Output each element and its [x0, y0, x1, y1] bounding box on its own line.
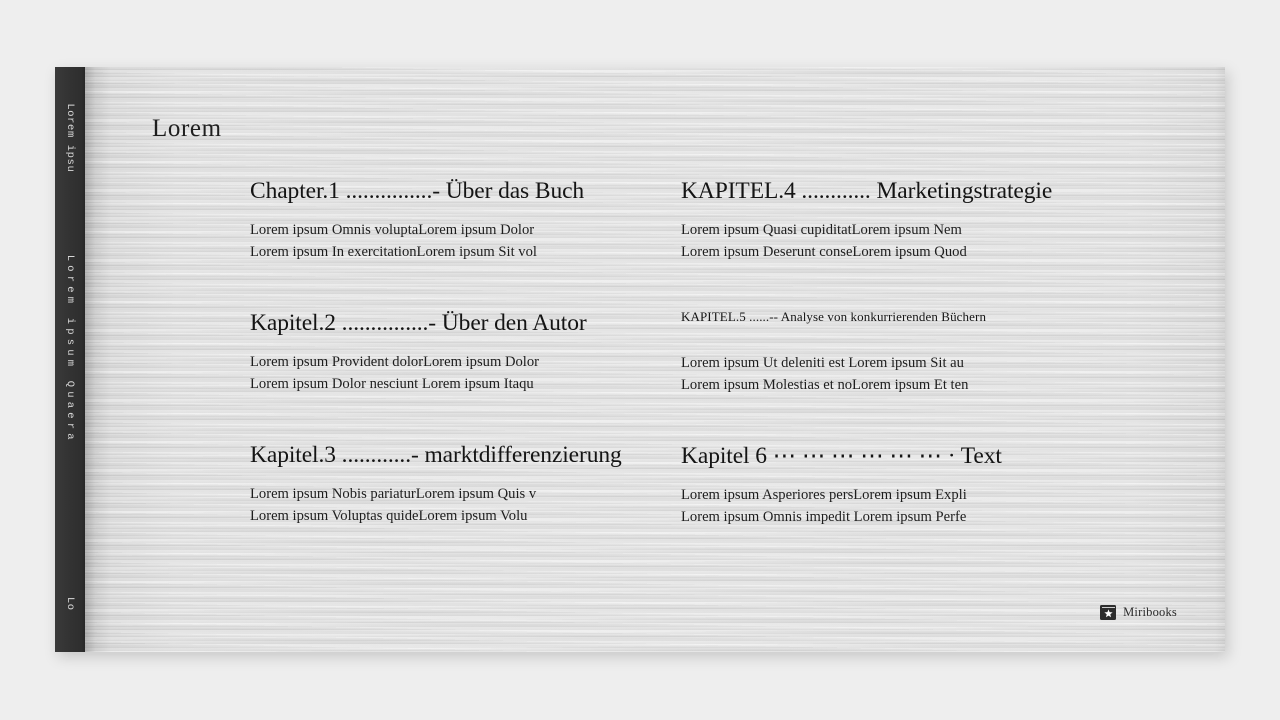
toc-entry-body-line: Lorem ipsum Omnis voluptaLorem ipsum Dolor: [250, 221, 535, 238]
toc-entry-body-line: Lorem ipsum Dolor nesciunt Lorem ipsum Itaqu: [250, 375, 534, 392]
toc-column-left: [85, 177, 655, 528]
toc-entry-heading: Kapitel.3 ............- marktdifferenzierung: [250, 442, 622, 468]
toc-entry: [681, 177, 1213, 263]
toc-entry: [681, 442, 1213, 528]
toc-entry-body-line: Lorem ipsum In exercitationLorem ipsum Sit vol: [250, 243, 537, 260]
toc-column-right: [655, 177, 1225, 528]
toc-entry-body-line: Lorem ipsum Molestias et noLorem ipsum Et ten: [681, 377, 969, 394]
toc-entry-body: [250, 351, 643, 395]
toc-entry: [250, 177, 643, 263]
toc-entry-heading: KAPITEL.5 ......-- Analyse von konkurrierenden Büchern: [681, 309, 987, 324]
book-star-icon: [1100, 605, 1116, 620]
book-spread: [55, 67, 1225, 652]
toc-entry-body: [681, 219, 1213, 263]
toc-entry-body-line: Lorem ipsum Asperiores persLorem ipsum Expli: [681, 486, 967, 503]
toc-entry-body-line: Lorem ipsum Ut deleniti est Lorem ipsum Sit au: [681, 354, 964, 371]
book-spine: [55, 67, 85, 652]
book-page: [85, 67, 1225, 652]
toc-entry-body-line: Lorem ipsum Omnis impedit Lorem ipsum Perfe: [681, 509, 967, 526]
toc-entry-heading: Chapter.1 ...............- Über das Buch: [250, 178, 585, 204]
toc-entry-body-line: Lorem ipsum Deserunt conseLorem ipsum Quod: [681, 243, 967, 260]
toc-entry-body-line: Lorem ipsum Nobis pariaturLorem ipsum Quis v: [250, 485, 537, 502]
toc-entry-body: [681, 484, 1213, 528]
page-title: Lorem: [152, 115, 222, 142]
toc-entry-body-line: Lorem ipsum Voluptas quideLorem ipsum Volu: [250, 507, 528, 524]
spine-label-bottom: Lo: [64, 596, 76, 611]
toc-entry: [250, 309, 643, 395]
toc-entry-body: [250, 219, 643, 263]
toc-entry-body: [250, 483, 643, 527]
toc-entry: [681, 309, 1213, 396]
spine-label-middle: Lorem ipsum Quaera: [64, 254, 76, 444]
toc-entry: [250, 441, 643, 527]
toc-columns: [85, 177, 1225, 528]
toc-entry-heading: KAPITEL.4 ............ Marketingstrategie: [681, 178, 1053, 204]
toc-entry-heading: Kapitel.2 ...............- Über den Autor: [250, 310, 587, 336]
toc-entry-body-line: Lorem ipsum Quasi cupiditatLorem ipsum Nem: [681, 221, 962, 238]
brand-logo: [1100, 605, 1177, 620]
toc-entry-heading: Kapitel 6 ⋯ ⋯ ⋯ ⋯ ⋯ ⋯ · Text: [681, 443, 1002, 470]
spine-label-top: Lorem ipsu: [64, 103, 76, 173]
toc-entry-body-line: Lorem ipsum Provident dolorLorem ipsum Dolor: [250, 353, 540, 370]
toc-entry-body: [681, 352, 1213, 396]
brand-name: Miribooks: [1123, 605, 1177, 619]
